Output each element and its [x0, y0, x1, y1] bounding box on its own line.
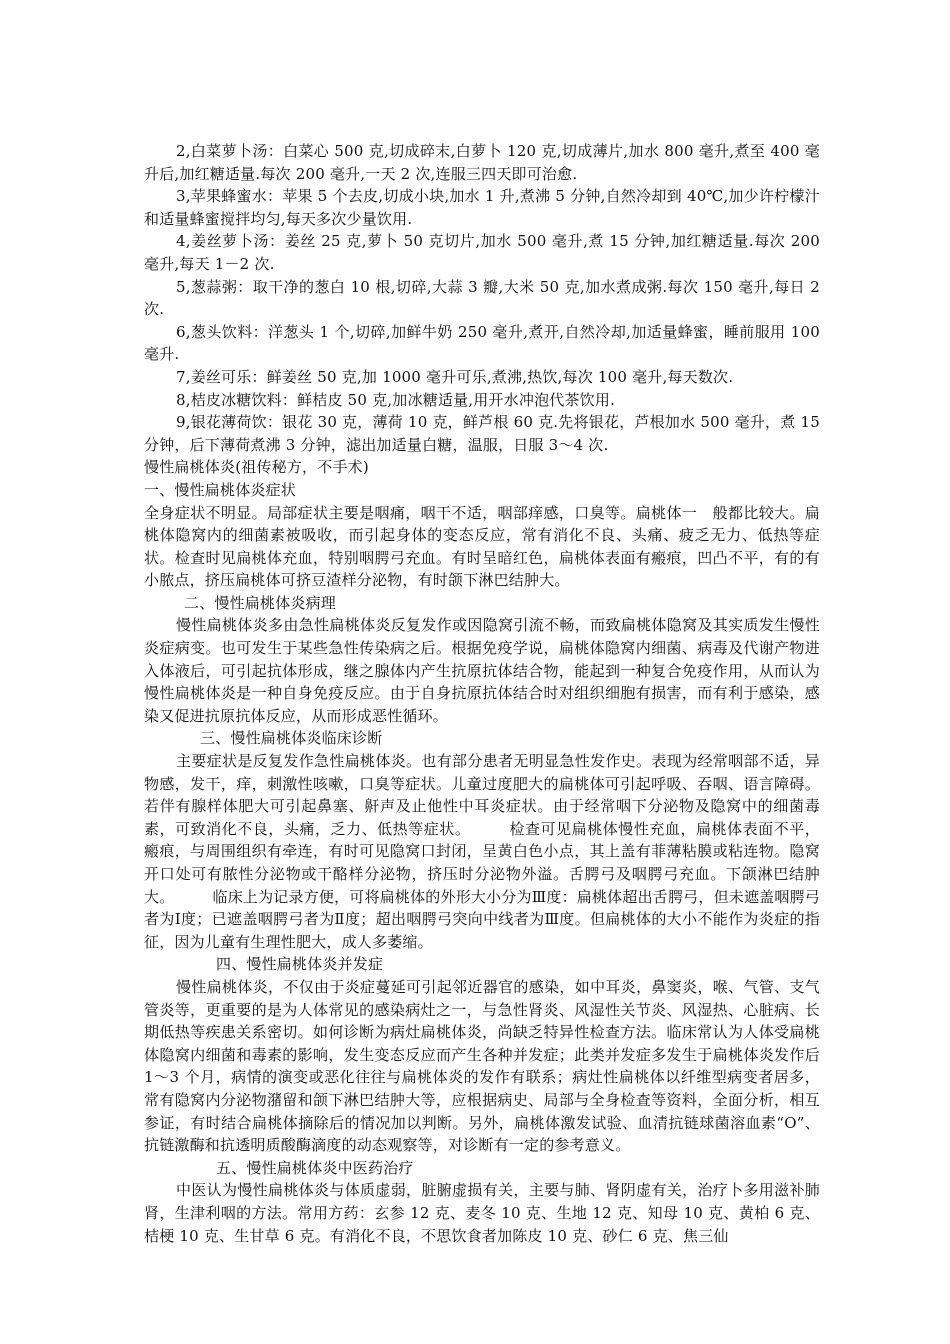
remedy-item-3: 3,苹果蜂蜜水：苹果 5 个去皮,切成小块,加水 1 升,煮沸 5 分钟,自然冷却到 40℃,加少许柠檬汁和适量蜂蜜搅拌均匀,每天多次少量饮用. [144, 187, 820, 228]
remedy-item-4: 4,姜丝萝卜汤：姜丝 25 克,萝卜 50 克切片,加水 500 毫升,煮 15 分钟,加红糖适量.每次 200 毫升,每天 1－2 次. [144, 232, 820, 273]
document-body [144, 140, 820, 1247]
section-heading-symptoms: 一、慢性扁桃体炎症状 [144, 480, 297, 499]
section-heading-complications: 四、慢性扁桃体炎并发症 [216, 955, 384, 974]
section-text-complications: 慢性扁桃体炎，不仅由于炎症蔓延可引起邻近器官的感染，如中耳炎，鼻窦炎，喉、气管、支气管炎等，更重要的是为人体常见的感染病灶之一，与急性肾炎、风湿性关节炎、风湿热、心脏病、长期低热等疾患关系密切。如何诊断为病灶扁桃体炎，尚缺乏特异性检查方法。临床常认为人体受扁桃体隐窝内细菌和毒素的影响，发生变态反应而产生各种并发症；此类并发症多发生于扁桃体炎发作后 1～3 个月，病情的演变或恶化往往与扁桃体炎的发作有联系；病灶性扁桃体以纤维型病变者居多，常有隐窝内分泌物潴留和颌下淋巴结肿大等，应根据病史、局部与全身检查等资料，全面分析，相互参证，有时结合扁桃体摘除后的情况加以判断。另外，扁桃体激发试验、血清抗链球菌溶血素“O”、抗链激酶和抗透明质酸酶滴度的动态观察等，对诊断有一定的参考意义。 [144, 977, 820, 1155]
remedy-item-8: 8,桔皮冰糖饮料：鲜桔皮 50 克,加冰糖适量,用开水冲泡代茶饮用. [176, 390, 616, 409]
section-heading-diagnosis: 三、慢性扁桃体炎临床诊断 [200, 729, 383, 748]
section-text-symptoms: 全身症状不明显。局部症状主要是咽痛，咽干不适，咽部痒感，口臭等。扁桃体一 般都比较大。扁桃体隐窝内的细菌素被吸收，而引起身体的变态反应，常有消化不良、头痛、疲乏无力、低热等症状。检查时见扁桃体充血，特别咽腭弓充血。有时呈暗红色，扁桃体表面有瘢痕，凹凸不平，有的有小脓点，挤压扁桃体可挤豆渣样分泌物，有时颌下淋巴结肿大。 [144, 503, 820, 590]
article-title: 慢性扁桃体炎(祖传秘方，不手术) [144, 458, 369, 477]
remedy-item-2: 2,白菜萝卜汤：白菜心 500 克,切成碎末,白萝卜 120 克,切成薄片,加水 800 毫升,煮至 400 毫升后,加红糖适量.每次 200 毫升,一天 2 次,连服三四天即可治愈. [144, 142, 820, 183]
remedy-item-9: 9,银花薄荷饮：银花 30 克，薄荷 10 克，鲜芦根 60 克.先将银花，芦根加水 500 毫升，煮 15 分钟，后下薄荷煮沸 3 分钟，滤出加适量白糖，温服，日服 3～4 次. [144, 413, 820, 454]
section-text-pathology: 慢性扁桃体炎多由急性扁桃体炎反复发作或因隐窝引流不畅，而致扁桃体隐窝及其实质发生慢性炎症病变。也可发生于某些急性传染病之后。根据免疫学说，扁桃体隐窝内细菌、病毒及代谢产物进入体液后，可引起抗体形成，继之腺体内产生抗原抗体结合物，能起到一种复合免疫作用，从而认为慢性扁桃体炎是一种自身免疫反应。由于自身抗原抗体结合时对组织细胞有损害，而有利于感染，感染又促进抗原抗体反应，从而形成恶性循环。 [144, 616, 820, 725]
remedy-item-6: 6,葱头饮料：洋葱头 1 个,切碎,加鲜牛奶 250 毫升,煮开,自然冷却,加适量蜂蜜，睡前服用 100 毫升. [144, 322, 820, 364]
section-text-tcm-treatment: 中医认为慢性扁桃体炎与体质虚弱，脏腑虚损有关，主要与肺、肾阴虚有关，治疗卜多用滋补肺肾，生津利咽的方法。常用方药：玄参 12 克、麦冬 10 克、生地 12 克、知母 10 克、黄柏 6 克、桔梗 10 克、生甘草 6 克。有消化不良，不思饮食者加陈皮 10 克、砂仁 6 克、焦三仙 [144, 1181, 820, 1245]
section-heading-tcm-treatment: 五、慢性扁桃体炎中医药治疗 [216, 1158, 414, 1177]
remedy-item-7: 7,姜丝可乐：鲜姜丝 50 克,加 1000 毫升可乐,煮沸,热饮,每次 100 毫升,每天数次. [176, 367, 734, 386]
section-text-diagnosis: 主要症状是反复发作急性扁桃体炎。也有部分患者无明显急性发作史。表现为经常咽部不适，异物感，发干，痒，刺激性咳嗽，口臭等症状。儿童过度肥大的扁桃体可引起呼吸、吞咽、语言障碍。若伴有腺样体肥大可引起鼻塞、鼾声及止他性中耳炎症状。由于经常咽下分泌物及隐窝中的细菌毒素，可致消化不良，头痛，乏力、低热等症状。 检查可见扁桃体慢性充血，扁桃体表面不平，瘢痕，与周围组织有牵连，有时可见隐窝口封闭，呈黄白色小点，其上盖有菲薄粘膜或粘连物。隐窝开口处可有脓性分泌物或干酪样分泌物，挤压时分泌物外溢。舌腭弓及咽腭弓充血。下颌淋巴结肿大。 临床上为记录方便，可将扁桃体的外形大小分为Ⅲ度：扁桃体超出舌腭弓，但未遮盖咽腭弓者为Ⅰ度；已遮盖咽腭弓者为Ⅱ度；超出咽腭弓突向中线者为Ⅲ度。但扁桃体的大小不能作为炎症的指征，因为儿童有生理性肥大，成人多萎缩。 [144, 752, 820, 951]
section-heading-pathology: 二、慢性扁桃体炎病理 [184, 593, 337, 612]
remedy-item-5: 5,葱蒜粥：取干净的葱白 10 根,切碎,大蒜 3 瓣,大米 50 克,加水煮成粥.每次 150 毫升,每日 2 次. [144, 277, 820, 319]
